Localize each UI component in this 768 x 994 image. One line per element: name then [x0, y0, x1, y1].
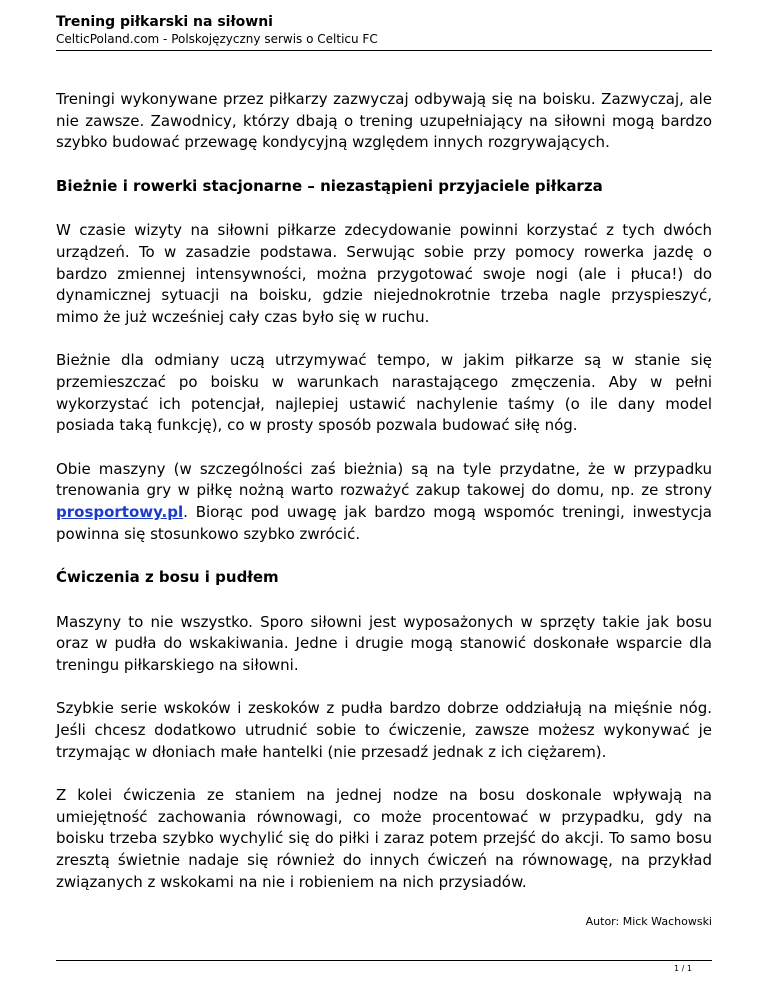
footer-divider	[56, 960, 712, 961]
site-subtitle: CelticPoland.com - Polskojęzyczny serwis o Celticu FC	[56, 32, 378, 46]
section-heading-bosu: Ćwiczenia z bosu i pudłem	[56, 568, 279, 587]
intro-paragraph: Treningi wykonywane przez piłkarzy zazwyczaj odbywają się na boisku. Zazwyczaj, ale nie zawsze. Zawodnicy, którzy dbają o trening uzupełniający na siłowni mogą bardzo szybko budować przewagę kondycyjną względem innych rozgrywających.	[56, 90, 712, 152]
paragraph-buying	[56, 459, 712, 545]
paragraph-balance: Z kolei ćwiczenia ze staniem na jednej nodze na bosu doskonale wpływają na umiejętność zachowania równowagi, co może procentować w przypadku, gdy na boisku trzeba szybko wychylić się do piłki i zaraz potem przejść do akcji. To samo bosu zresztą świetnie nadaje się również do innych ćwiczeń na równowagę, na przykład związanych z wskokami na nie i robieniem na nich przysiadów.	[56, 786, 712, 891]
author-credit: Autor: Mick Wachowski	[585, 915, 712, 929]
paragraph-buying-text-after: . Biorąc pod uwagę jak bardzo mogą wspomóc treningi, inwestycja powinna się stosunkowo szybko zwrócić.	[56, 502, 712, 543]
paragraph-treadmills: Bieżnie dla odmiany uczą utrzymywać tempo, w jakim piłkarze są w stanie się przemieszczać po boisku w warunkach narastającego zmęczenia. Aby w pełni wykorzystać ich potencjał, najlepiej ustawić nachylenie taśmy (o ile dany model posiada taką funkcję), co w prosty sposób pozwala budować siłę nóg.	[56, 351, 712, 435]
header-divider	[56, 50, 712, 51]
paragraph-buying-text-before: Obie maszyny (w szczególności zaś bieżnia) są na tyle przydatne, że w przypadku trenowania gry w piłkę nożną warto rozważyć zakup takowej do domu, np. ze strony	[56, 459, 712, 500]
page-number: 1 / 1	[674, 964, 692, 973]
article-body	[56, 89, 712, 929]
section-heading-treadmills: Bieżnie i rowerki stacjonarne – niezastąpieni przyjaciele piłkarza	[56, 176, 603, 195]
page-header	[56, 13, 712, 47]
paragraph-box-jumps: Szybkie serie wskoków i zeskoków z pudła bardzo dobrze oddziałują na mięśnie nóg. Jeśli chcesz dodatkowo utrudnić sobie to ćwiczenie, zawsze możesz wykonywać je trzymając w dłoniach małe hantelki (nie przesadź jednak z ich ciężarem).	[56, 699, 712, 761]
paragraph-bikes: W czasie wizyty na siłowni piłkarze zdecydowanie powinni korzystać z tych dwóch urządzeń. To w zasadzie podstawa. Serwując sobie przy pomocy rowerka jazdę o bardzo zmiennej intensywności, można przygotować swoje nogi (ale i płuca!) do dynamicznej sytuacji na boisku, gdzie niejednokrotnie trzeba nagle przyspieszyć, mimo że już wcześniej cały czas było się w ruchu.	[56, 221, 712, 326]
document-title: Trening piłkarski na siłowni	[56, 14, 273, 30]
paragraph-machines: Maszyny to nie wszystko. Sporo siłowni jest wyposażonych w sprzęty takie jak bosu oraz w pudła do wskakiwania. Jedne i drugie mogą stanowić doskonałe wsparcie dla treningu piłkarskiego na siłowni.	[56, 612, 712, 674]
prosportowy-link[interactable]: prosportowy.pl	[56, 502, 184, 521]
